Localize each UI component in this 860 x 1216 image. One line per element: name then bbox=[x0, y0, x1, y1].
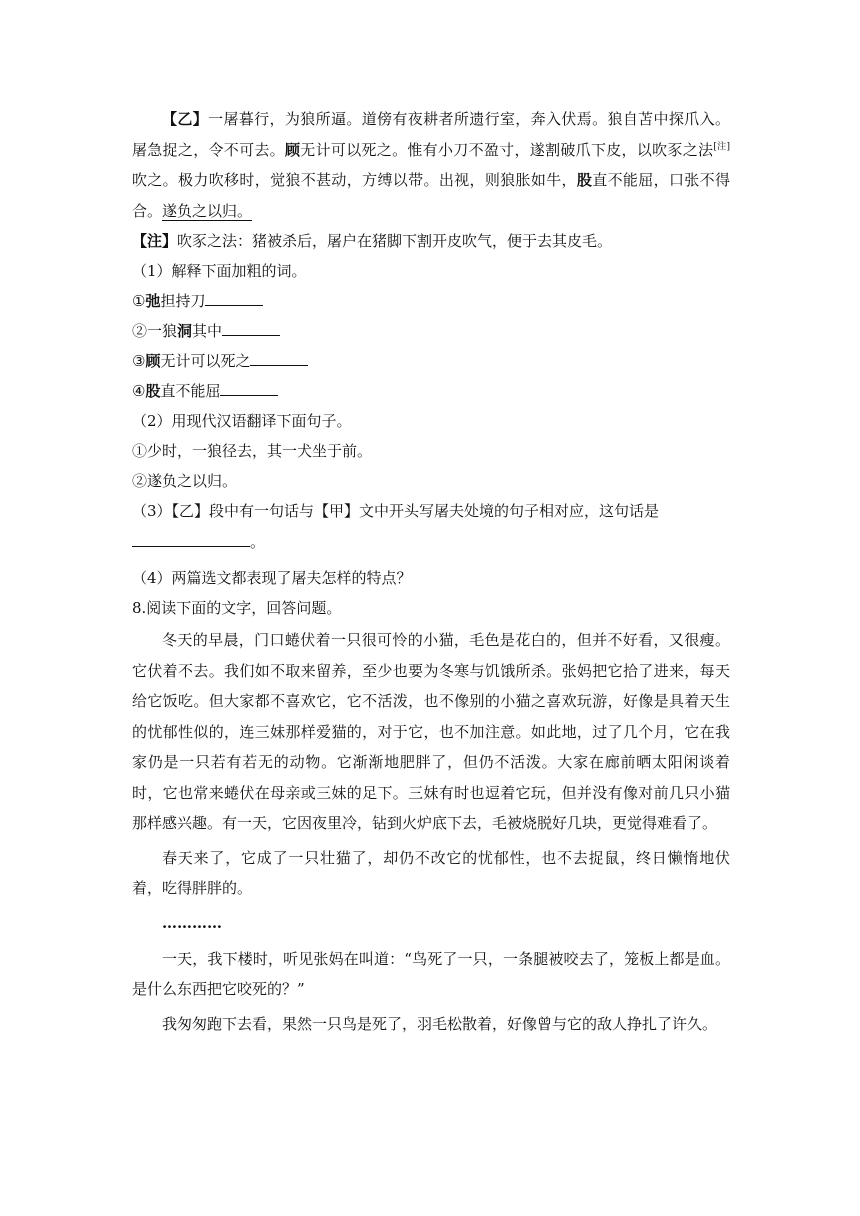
yi-gu2-word: 股 bbox=[576, 171, 593, 189]
q1-item-4-rest: 直不能屈 bbox=[160, 382, 221, 400]
note-text: 吹豕之法：猪被杀后，屠户在猪脚下割开皮吹气，便于去其皮毛。 bbox=[177, 232, 613, 250]
document-page bbox=[132, 104, 730, 1039]
q1-item-3-num: ③ bbox=[132, 352, 146, 370]
q2-sentence-2: ②遂负之以归。 bbox=[132, 472, 238, 490]
q2-title: （2）用现代汉语翻译下面句子。 bbox=[132, 412, 352, 430]
yi-part3: 吹之。极力吹移时，觉狼不甚动，方缚以带。出视，则狼胀如牛， bbox=[132, 171, 577, 189]
note-mark: [注] bbox=[713, 141, 730, 152]
q4-question: （4）两篇选文都表现了屠夫怎样的特点？ bbox=[132, 569, 412, 587]
q1-item-3-rest: 无计可以死之 bbox=[160, 352, 251, 370]
q1-item-4-bold: 股 bbox=[145, 382, 161, 400]
q3-end: 。 bbox=[250, 532, 266, 551]
q8-paragraph-1: 冬天的早晨，门口蜷伏着一只很可怜的小猫，毛色是花白的，但并不好看，又很瘦。它伏着不去。我们如不取来留养，至少也要为冬寒与饥饿所杀。张妈把它拾了进来，每天给它饭吃。但大家都不喜欢它，它不活泼，也不像别的小猫之喜欢玩游，好像是具着天生的忧郁性似的，连三妹那样爱猫的，对于它，也不加注意。如此地，过了几个月，它在我家仍是一只若有若无的动物。它渐渐地肥胖了，但仍不活泼。大家在廊前晒太阳闲谈着时，它也常来蜷伏在母亲或三妹的足下。三妹有时也逗着它玩，但并没有像对前几只小猫那样感兴趣。有一天，它因夜里冷，钻到火炉底下去，毛被烧脱好几块，更觉得难看了。 bbox=[132, 631, 730, 832]
q8-title: 8.阅读下面的文字，回答问题。 bbox=[132, 599, 342, 617]
q1-item-2-pre: 一狼 bbox=[147, 322, 178, 340]
q1-item-1-rest: 担持刀 bbox=[160, 292, 206, 310]
yi-part2: 无计可以死之。惟有小刀不盈寸，遂割破爪下皮，以吹豕之法 bbox=[300, 140, 714, 159]
note-tag: 【注】 bbox=[132, 232, 178, 250]
q1-item-2-bold: 洞 bbox=[177, 322, 193, 340]
q1-item-1 bbox=[132, 286, 730, 316]
yi-passage bbox=[132, 104, 730, 226]
yi-tag: 【乙】 bbox=[162, 110, 209, 128]
ellipsis-text: ………… bbox=[162, 913, 222, 932]
q3-text: （3）【乙】段中有一句话与【甲】文中开头写屠夫处境的句子相对应，这句话是 bbox=[132, 502, 660, 520]
q1-item-3-bold: 顾 bbox=[145, 352, 161, 370]
q1-item-2-rest: 其中 bbox=[192, 322, 223, 340]
q1-title: （1）解释下面加粗的词。 bbox=[132, 262, 307, 280]
answer-blank[interactable] bbox=[220, 377, 278, 396]
yi-part4: 直不能屈，口张不得合。 bbox=[132, 171, 730, 220]
note-line bbox=[132, 226, 730, 256]
q1-item-2-num: ② bbox=[132, 322, 148, 340]
q8-paragraph-3: 一天，我下楼时，听见张妈在叫道：“鸟死了一只，一条腿被咬去了，笼板上都是血。是什么东西把它咬死的？” bbox=[132, 949, 730, 998]
answer-blank[interactable] bbox=[250, 347, 308, 366]
q8-paragraph-4: 我匆匆跑下去看，果然一只鸟是死了，羽毛松散着，好像曾与它的敌人挣扎了许久。 bbox=[162, 1014, 718, 1033]
q8-ellipsis bbox=[132, 908, 730, 938]
answer-blank[interactable] bbox=[132, 528, 250, 547]
yi-gu-word: 顾 bbox=[284, 140, 301, 159]
q8-paragraph-2: 春天来了，它成了一只壮猫了，却仍不改它的忧郁性，也不去捉鼠，终日懒惰地伏着，吃得胖胖的。 bbox=[132, 848, 730, 897]
q1-item-3 bbox=[132, 346, 730, 376]
q1-item-4 bbox=[132, 376, 730, 406]
q1-item-1-bold: 弛 bbox=[145, 292, 161, 310]
yi-underlined-sentence: 遂负之以归。 bbox=[162, 201, 253, 220]
yi-part1: 一屠暮行，为狼所逼。道傍有夜耕者所遗行室，奔入伏焉。狼自苫中探爪入。屠急捉之，令不可去。 bbox=[132, 110, 730, 159]
q1-item-2 bbox=[132, 316, 730, 346]
answer-blank[interactable] bbox=[205, 287, 263, 306]
q1-item-4-num: ④ bbox=[132, 382, 146, 400]
q2-sentence-1: ①少时，一狼径去，其一犬坐于前。 bbox=[132, 442, 373, 460]
q3-question bbox=[132, 496, 730, 557]
answer-blank[interactable] bbox=[222, 317, 280, 336]
q1-item-1-num: ① bbox=[132, 292, 146, 310]
